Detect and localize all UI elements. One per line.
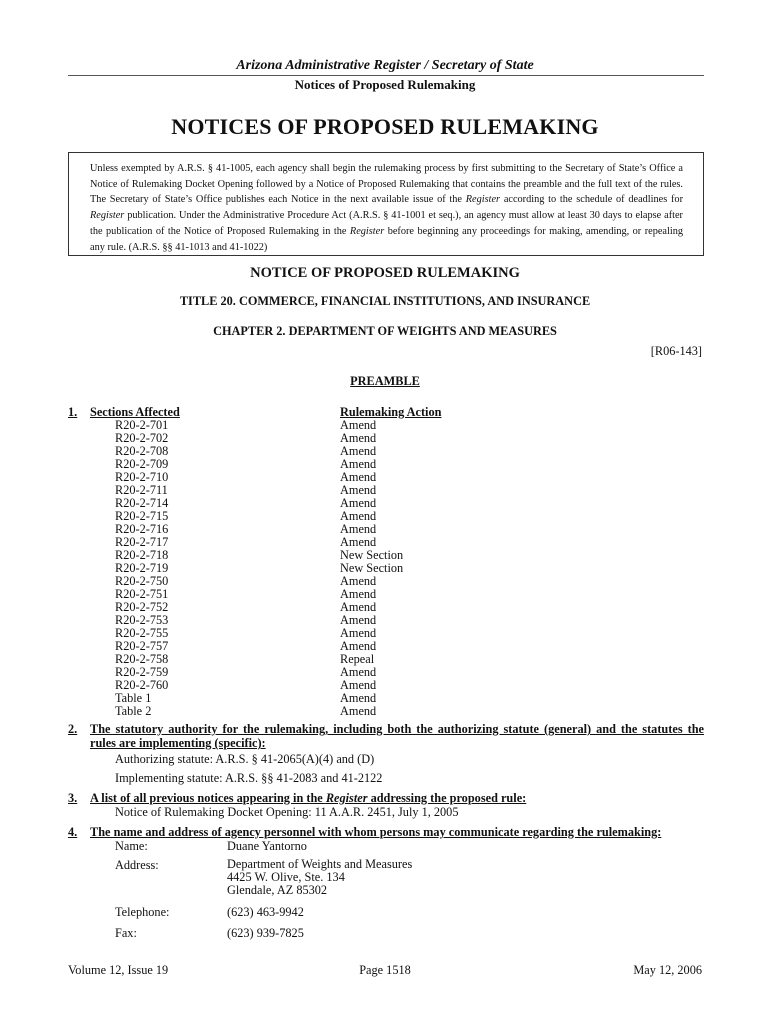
item-4-heading: The name and address of agency personnel with whom persons may communicate regarding the rulemaking: — [90, 825, 662, 839]
rulemaking-action: Amend — [340, 691, 377, 705]
section-number: R20-2-709 — [115, 457, 169, 471]
address-line: Glendale, AZ 85302 — [227, 883, 328, 897]
title-line: TITLE 20. COMMERCE, FINANCIAL INSTITUTIONS, AND INSURANCE — [179, 294, 591, 308]
header-divider — [68, 75, 704, 76]
contact-fax-label: Fax: — [115, 926, 137, 940]
implementing-statute: Implementing statute: A.R.S. §§ 41-2083 and 41-2122 — [115, 771, 383, 785]
item-1-number: 1. — [68, 405, 78, 419]
rulemaking-action: New Section — [340, 548, 404, 562]
rulemaking-action: Amend — [340, 678, 377, 692]
contact-telephone-label: Telephone: — [115, 905, 170, 919]
rulemaking-action: Amend — [340, 470, 377, 484]
section-number: R20-2-701 — [115, 418, 169, 432]
intro-text-2: according to the schedule of deadlines for — [500, 194, 683, 206]
section-number: R20-2-710 — [115, 470, 169, 484]
item-2-number: 2. — [68, 722, 78, 736]
register-header-section: Notices of Proposed Rulemaking — [294, 77, 476, 92]
rulemaking-action: Amend — [340, 587, 377, 601]
rulemaking-action: Amend — [340, 600, 377, 614]
footer-date: May 12, 2006 — [633, 963, 702, 977]
address-line: Department of Weights and Measures — [227, 857, 413, 871]
rulemaking-action: Amend — [340, 457, 377, 471]
contact-address-label: Address: — [115, 858, 159, 872]
section-number: R20-2-760 — [115, 678, 169, 692]
item-2-heading: The statutory authority for the rulemaking, including both the authorizing statute (general) and the statutes the rules are implementing (specific): — [90, 722, 704, 750]
section-number: R20-2-758 — [115, 652, 169, 666]
footer-volume: Volume 12, Issue 19 — [68, 963, 169, 977]
intro-text-4: before beginning any proceedings for making, amending, or repealing any rule. (A.R.S. §§ 41-1013 and 41-1022) — [90, 225, 683, 253]
rulemaking-action: Amend — [340, 522, 377, 536]
section-number: R20-2-750 — [115, 574, 169, 588]
rulemaking-action: Amend — [340, 704, 377, 718]
item-3-number: 3. — [68, 791, 78, 805]
page-title: NOTICES OF PROPOSED RULEMAKING — [171, 114, 599, 139]
sections-affected-heading: Sections Affected — [90, 405, 180, 419]
section-number: R20-2-759 — [115, 665, 169, 679]
item-3-heading — [90, 791, 526, 805]
section-number: R20-2-751 — [115, 587, 169, 601]
chapter-line: CHAPTER 2. DEPARTMENT OF WEIGHTS AND MEASURES — [213, 324, 557, 338]
rulemaking-action: Amend — [340, 639, 377, 653]
contact-name-value: Duane Yantorno — [227, 839, 307, 853]
intro-register-3: Register — [349, 225, 385, 237]
register-header-title: Arizona Administrative Register / Secretary of State — [236, 58, 534, 73]
footer-page-number: Page 1518 — [359, 963, 411, 977]
section-number: R20-2-752 — [115, 600, 169, 614]
rulemaking-action: Amend — [340, 535, 377, 549]
contact-fax-value: (623) 939-7825 — [227, 926, 304, 940]
section-number: R20-2-717 — [115, 535, 169, 549]
intro-box — [68, 152, 704, 256]
section-number: R20-2-755 — [115, 626, 169, 640]
intro-text-3: publication. Under the Administrative Procedure Act (A.R.S. § 41-1001 et seq.), an agency must allow at least 30 days to elapse after the publication of the Notice of Proposed Rulemaking in the — [90, 210, 683, 237]
section-number: Table 2 — [115, 704, 152, 718]
rulemaking-action: Amend — [340, 665, 377, 679]
actions-list — [340, 419, 403, 718]
section-number: R20-2-718 — [115, 548, 169, 562]
preamble-heading: PREAMBLE — [350, 374, 420, 388]
section-number: R20-2-708 — [115, 444, 169, 458]
rulemaking-action: New Section — [340, 561, 404, 575]
contact-address — [227, 858, 412, 897]
sections-list — [115, 419, 168, 718]
section-number: R20-2-702 — [115, 431, 169, 445]
section-number: R20-2-716 — [115, 522, 169, 536]
rulemaking-action: Repeal — [340, 652, 375, 666]
notice-title: NOTICE OF PROPOSED RULEMAKING — [250, 265, 520, 281]
rulemaking-action: Amend — [340, 444, 377, 458]
intro-register-1: Register — [465, 194, 501, 206]
rulemaking-action: Amend — [340, 613, 377, 627]
rulemaking-action: Amend — [340, 626, 377, 640]
rulemaking-action: Amend — [340, 483, 377, 497]
intro-text-1: Unless exempted by A.R.S. § 41-1005, each agency shall begin the rulemaking process by first submitting to the Secretary of State’s Office a Notice of Rulemaking Docket Opening followed by a Notice of Proposed Rulemaking that contains the preamble and the full text of the rules. The Secretary of State’s Office publishes each Notice in the next available issue of the — [90, 163, 683, 206]
address-line: 4425 W. Olive, Ste. 134 — [227, 870, 345, 884]
rulemaking-action: Amend — [340, 431, 377, 445]
intro-register-2: Register — [90, 210, 125, 222]
rulemaking-action: Amend — [340, 574, 377, 588]
docket-number: [R06-143] — [650, 344, 702, 358]
item-3-heading-register: Register — [325, 791, 368, 805]
rulemaking-action-heading: Rulemaking Action — [340, 405, 442, 419]
item-4-number: 4. — [68, 825, 78, 839]
section-number: R20-2-714 — [115, 496, 169, 510]
authorizing-statute: Authorizing statute: A.R.S. § 41-2065(A)(4) and (D) — [115, 752, 375, 766]
contact-telephone-value: (623) 463-9942 — [227, 905, 304, 919]
rulemaking-action: Amend — [340, 496, 377, 510]
section-number: R20-2-753 — [115, 613, 169, 627]
section-number: R20-2-715 — [115, 509, 169, 523]
item-3-heading-text-2: addressing the proposed rule: — [367, 791, 527, 805]
section-number: R20-2-711 — [115, 483, 168, 497]
previous-notice: Notice of Rulemaking Docket Opening: 11 A.A.R. 2451, July 1, 2005 — [115, 805, 459, 819]
item-3-heading-text-1: A list of all previous notices appearing in the — [90, 791, 326, 805]
rulemaking-action: Amend — [340, 418, 377, 432]
contact-name-label: Name: — [115, 839, 148, 853]
section-number: Table 1 — [115, 691, 152, 705]
rulemaking-action: Amend — [340, 509, 377, 523]
section-number: R20-2-757 — [115, 639, 169, 653]
section-number: R20-2-719 — [115, 561, 169, 575]
